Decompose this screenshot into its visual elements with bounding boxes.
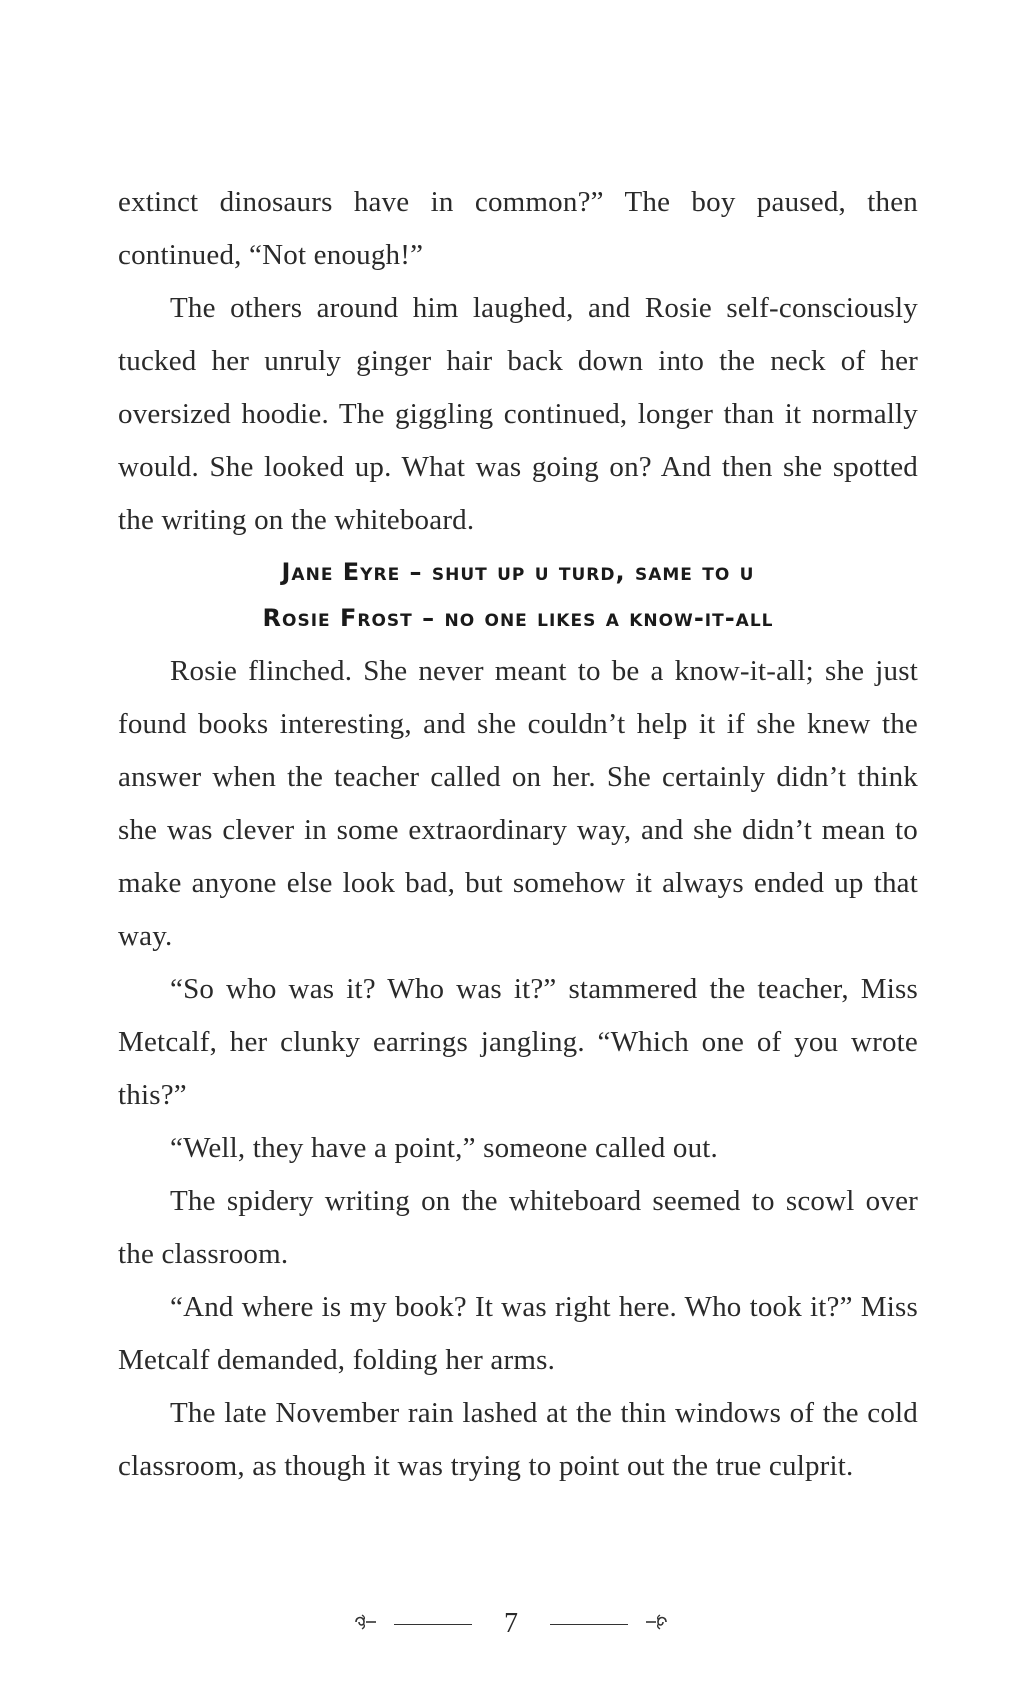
whiteboard-writing — [118, 549, 918, 641]
paragraph: “So who was it? Who was it?” stammered the teacher, Miss Metcalf, her clunky earrings jangling. “Which one of you wrote this?” — [118, 973, 918, 1111]
page-number: 7 — [504, 1608, 518, 1639]
page-footer — [0, 1604, 1022, 1644]
whiteboard-line-2: Rosie Frost – no one likes a know-it-all — [262, 604, 774, 632]
paragraph: The spidery writing on the whiteboard seemed to scowl over the classroom. — [118, 1185, 918, 1270]
paragraph: extinct dinosaurs have in common?” The boy paused, then continued, “Not enough!” — [118, 186, 918, 271]
paragraph: “Well, they have a point,” someone called out. — [170, 1132, 719, 1164]
body-text — [118, 176, 918, 1493]
whiteboard-line-1: Jane Eyre – shut up u turd, same to u — [281, 558, 755, 586]
footer-rule-left — [394, 1624, 472, 1625]
paragraph: The others around him laughed, and Rosie self-consciously tucked her unruly ginger hair back down into the neck of her oversized hoodie. The giggling continued, longer than it normally would. She looked up. What was going on? And then she spotted the writing on the whiteboard. — [118, 292, 918, 536]
paragraph: The late November rain lashed at the thin windows of the cold classroom, as though it was trying to point out the true culprit. — [118, 1397, 918, 1482]
footer-rule-right — [550, 1624, 628, 1625]
paragraph: “And where is my book? It was right here. Who took it?” Miss Metcalf demanded, folding her arms. — [118, 1291, 918, 1376]
ornament-swirl-right-icon — [644, 1611, 670, 1637]
ornament-swirl-left-icon — [352, 1611, 378, 1637]
paragraph: Rosie flinched. She never meant to be a know-it-all; she just found books interesting, and she couldn’t help it if she knew the answer when the teacher called on her. She certainly didn’t think she was clever in some extraordinary way, and she didn’t mean to make anyone else look bad, but somehow it always ended up that way. — [118, 655, 918, 952]
